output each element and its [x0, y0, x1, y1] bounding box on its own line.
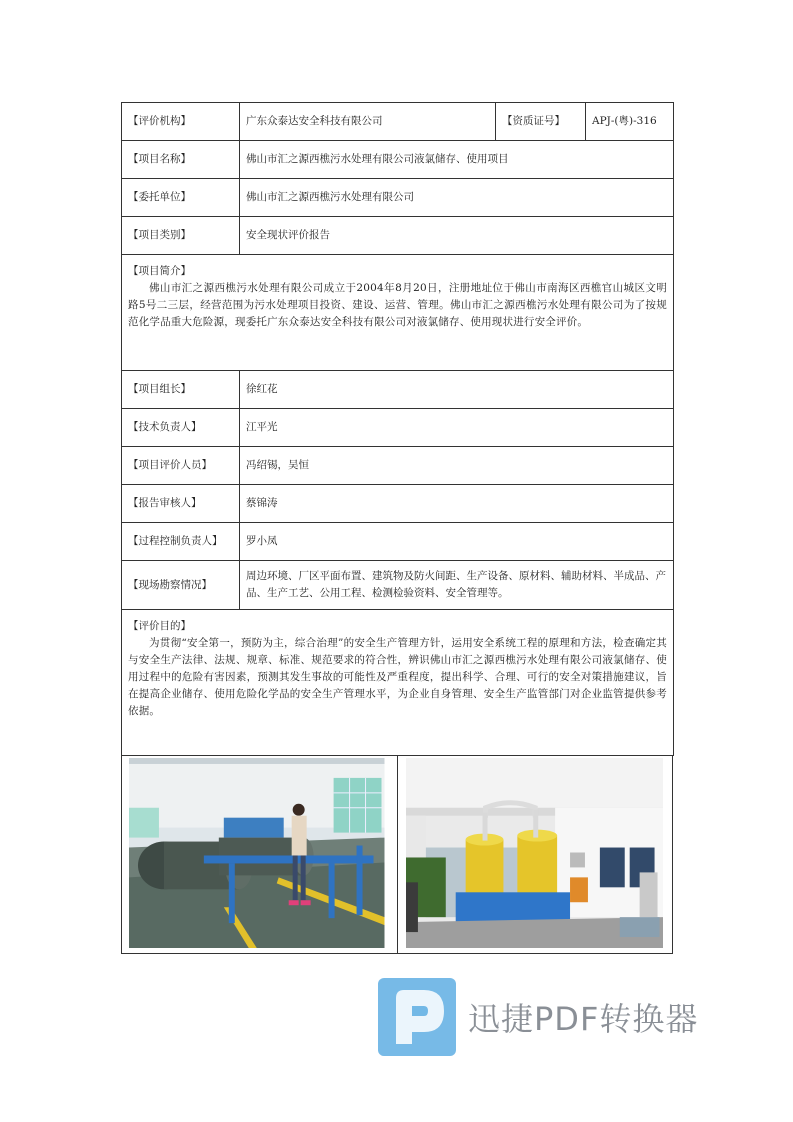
tech-value: 江平光 [240, 409, 674, 447]
evaluation-info-table [121, 102, 674, 756]
cert-value: APJ-(粤)-316 [586, 103, 674, 141]
purpose-title: 【评价目的】 [128, 620, 191, 632]
leader-label: 【项目组长】 [122, 371, 240, 409]
client-value: 佛山市汇之源西樵污水处理有限公司 [240, 179, 674, 217]
scrubber-towers-photo [406, 758, 664, 948]
photo-row [121, 756, 673, 954]
agency-label: 【评价机构】 [122, 103, 240, 141]
purpose-text: 为贯彻“安全第一，预防为主，综合治理”的安全生产管理方针，运用安全系统工程的原理和方法，检查确定其与安全生产法律、法规、规章、标准、规范要求的符合性，辨识佛山市汇之源西樵污水处理有限公司液氯储存、使用过程中的危险有害因素，预测其发生事故的可能性及严重程度，提出科学、合理、可行的安全对策措施建议，旨在提高企业储存、使用危险化学品的安全生产管理水平，为企业自身管理、安全生产监管部门对企业监管提供参考依据。 [128, 637, 667, 717]
process-label: 【过程控制负责人】 [122, 523, 240, 561]
table-row [122, 179, 674, 217]
category-label: 【项目类别】 [122, 217, 240, 255]
client-label: 【委托单位】 [122, 179, 240, 217]
evaluation-sheet [121, 102, 673, 954]
leader-value: 徐红花 [240, 371, 674, 409]
photo-cell-left [122, 756, 397, 953]
project-name-value: 佛山市汇之源西樵污水处理有限公司液氯储存、使用项目 [240, 141, 674, 179]
table-row [122, 447, 674, 485]
tech-label: 【技术负责人】 [122, 409, 240, 447]
survey-value: 周边环境、厂区平面布置、建筑物及防火间距、生产设备、原材料、辅助材料、半成品、产品、生产工艺、公用工程、检测检验资料、安全管理等。 [240, 561, 674, 610]
cert-label: 【资质证号】 [496, 103, 586, 141]
reviewer-label: 【报告审核人】 [122, 485, 240, 523]
category-value: 安全现状评价报告 [240, 217, 674, 255]
chlorine-storage-room-photo [129, 758, 385, 948]
table-row [122, 610, 674, 756]
table-row [122, 485, 674, 523]
survey-label: 【现场勘察情况】 [122, 561, 240, 610]
project-name-label: 【项目名称】 [122, 141, 240, 179]
watermark-text: 迅捷PDF转换器 [468, 1000, 699, 1038]
table-row [122, 371, 674, 409]
table-row [122, 561, 674, 610]
watermark [378, 978, 698, 1056]
intro-text: 佛山市汇之源西樵污水处理有限公司成立于2004年8月20日，注册地址位于佛山市南海区西樵官山城区文明路5号二三层，经营范围为污水处理项目投资、建设、运营、管理。佛山市汇之源西樵污水处理有限公司为了按规范化学品重大危险源，现委托广东众泰达安全科技有限公司对液氯储存、使用现状进行安全评价。 [128, 282, 667, 328]
purpose-cell [122, 610, 674, 756]
table-row [122, 255, 674, 371]
table-row [122, 217, 674, 255]
table-row [122, 103, 674, 141]
photo-cell-right [397, 756, 673, 953]
agency-value: 广东众泰达安全科技有限公司 [240, 103, 496, 141]
reviewer-value: 蔡锦涛 [240, 485, 674, 523]
intro-cell [122, 255, 674, 371]
pdf-converter-logo-icon [378, 978, 456, 1056]
intro-title: 【项目简介】 [128, 265, 191, 277]
process-value: 罗小凤 [240, 523, 674, 561]
table-row [122, 141, 674, 179]
evaluators-label: 【项目评价人员】 [122, 447, 240, 485]
evaluators-value: 冯绍锡，吴恒 [240, 447, 674, 485]
table-row [122, 523, 674, 561]
table-row [122, 409, 674, 447]
